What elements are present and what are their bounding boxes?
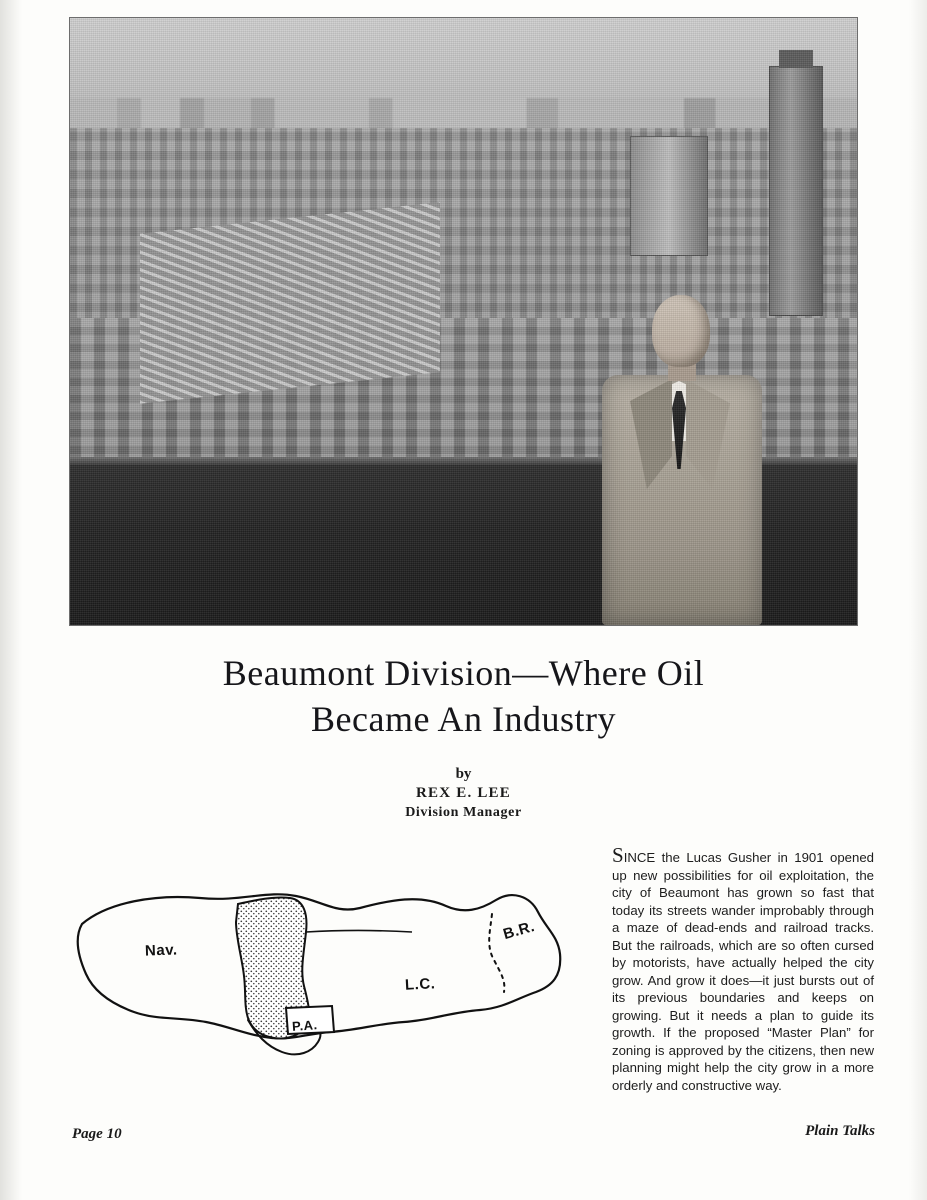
aerial-photograph [70,18,857,625]
byline-by: by [455,766,472,782]
title-line-1: Beaumont Division—Where Oil [222,653,705,693]
portrait-of-division-manager [590,295,770,625]
portrait-head [652,295,710,367]
title-line-2: Became An Industry [311,699,616,739]
article-title [0,650,927,742]
map-label-lc: L.C. [404,975,436,994]
article-first-word: INCE [623,850,656,865]
photo-parking-lot [140,202,440,404]
byline-author: REX E. LEE [416,785,511,801]
page-number: Page 10 [72,1126,122,1142]
article-body-text: the Lucas Gusher in 1901 opened up new possibilities for oil exploitation, the city of Beaumont has grown so fast that today its streets wander improbably through a maze of dead-ends and railroad tracks. But the railroads, which are so often cursed by motorists, have actually helped the city grow. And grow it does—it just bursts out of its previous boundaries and keeps on growing. But it needs a plan to guide its growth. If the proposed “Master Plan” for zoning is approved by the citizens, then new planning might help the city grow in a more orderly and constructive way. [612,850,874,1093]
map-internal-divide [306,931,412,933]
map-outline-svg [60,880,580,1080]
map-label-pa: P.A. [291,1017,319,1034]
photo-high-rise-tower [769,66,823,316]
scan-edge-right [909,0,927,1200]
photo-secondary-tower [630,136,708,256]
scan-edge-left [0,0,22,1200]
map-label-nav: Nav. [144,941,178,960]
publication-name: Plain Talks [805,1123,875,1139]
article-body-column [612,843,874,1094]
byline-role: Division Manager [405,805,522,820]
byline [0,765,927,822]
article-dropcap: S [612,843,624,867]
division-territory-map [60,880,580,1080]
map-label-br: B.R. [501,917,537,944]
